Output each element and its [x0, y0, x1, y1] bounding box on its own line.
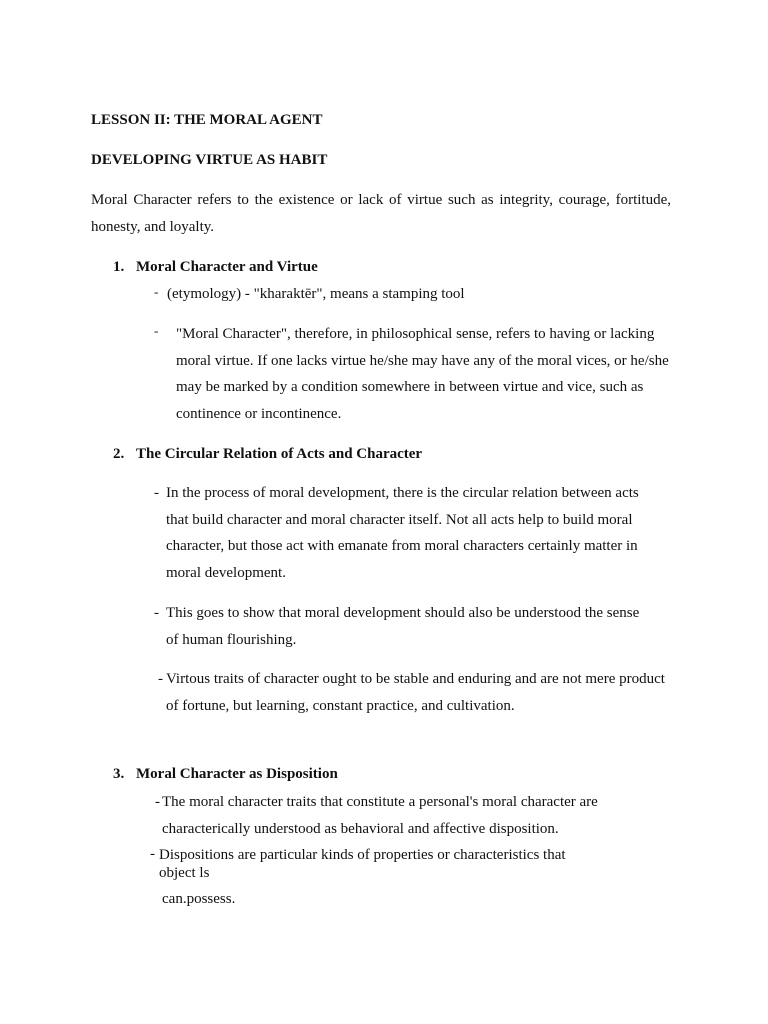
section-1-number: 1. — [113, 259, 125, 275]
section-3-item-2: Dispositions are particular kinds of properties or characteristics that object ls — [159, 847, 566, 881]
section-3-bullet-1: - — [155, 794, 160, 810]
section-1-item-1: (etymology) - "kharaktēr", means a stamping tool — [167, 286, 465, 302]
section-2-bullet-2: - — [154, 605, 159, 621]
section-2-number: 2. — [113, 446, 125, 462]
section-3-heading: Moral Character as Disposition — [136, 766, 338, 782]
section-3-number: 3. — [113, 766, 125, 782]
section-1-bullet-2: - — [154, 323, 159, 338]
lesson-title: LESSON II: THE MORAL AGENT — [91, 112, 323, 128]
section-3-bullet-2: - — [150, 846, 155, 862]
section-3-item-1: The moral character traits that constitute a personal's moral character are characterically understood as behavioral and affective disposition. — [162, 794, 598, 837]
section-2-bullet-1: - — [154, 485, 159, 501]
section-2-item-1: In the process of moral development, there is the circular relation between acts that build character and moral character itself. Not all acts help to build moral character, but those act with emanate from moral characters certainly matter in moral development. — [166, 485, 639, 581]
section-1-bullet-1: - — [154, 284, 159, 299]
section-2-item-3: Virtous traits of character ought to be stable and enduring and are not mere product of fortune, but learning, constant practice, and cultivation. — [166, 671, 665, 714]
section-3-item-3: can.possess. — [162, 891, 236, 907]
section-2-heading: The Circular Relation of Acts and Character — [136, 446, 423, 462]
section-1-heading: Moral Character and Virtue — [136, 259, 318, 275]
intro-paragraph: Moral Character refers to the existence or lack of virtue such as integrity, courage, fortitude, honesty, and loyalty. — [91, 192, 671, 235]
section-1-item-2: "Moral Character", therefore, in philosophical sense, refers to having or lacking moral virtue. If one lacks virtue he/she may have any of the moral vices, or he/she may be marked by a condition somewhere in between virtue and vice, such as continence or incontinence. — [176, 326, 669, 422]
lesson-subtitle: DEVELOPING VIRTUE AS HABIT — [91, 152, 328, 168]
section-2-bullet-3: - — [158, 671, 163, 687]
section-2-item-2: This goes to show that moral development should also be understood the sense of human flourishing. — [166, 605, 640, 648]
